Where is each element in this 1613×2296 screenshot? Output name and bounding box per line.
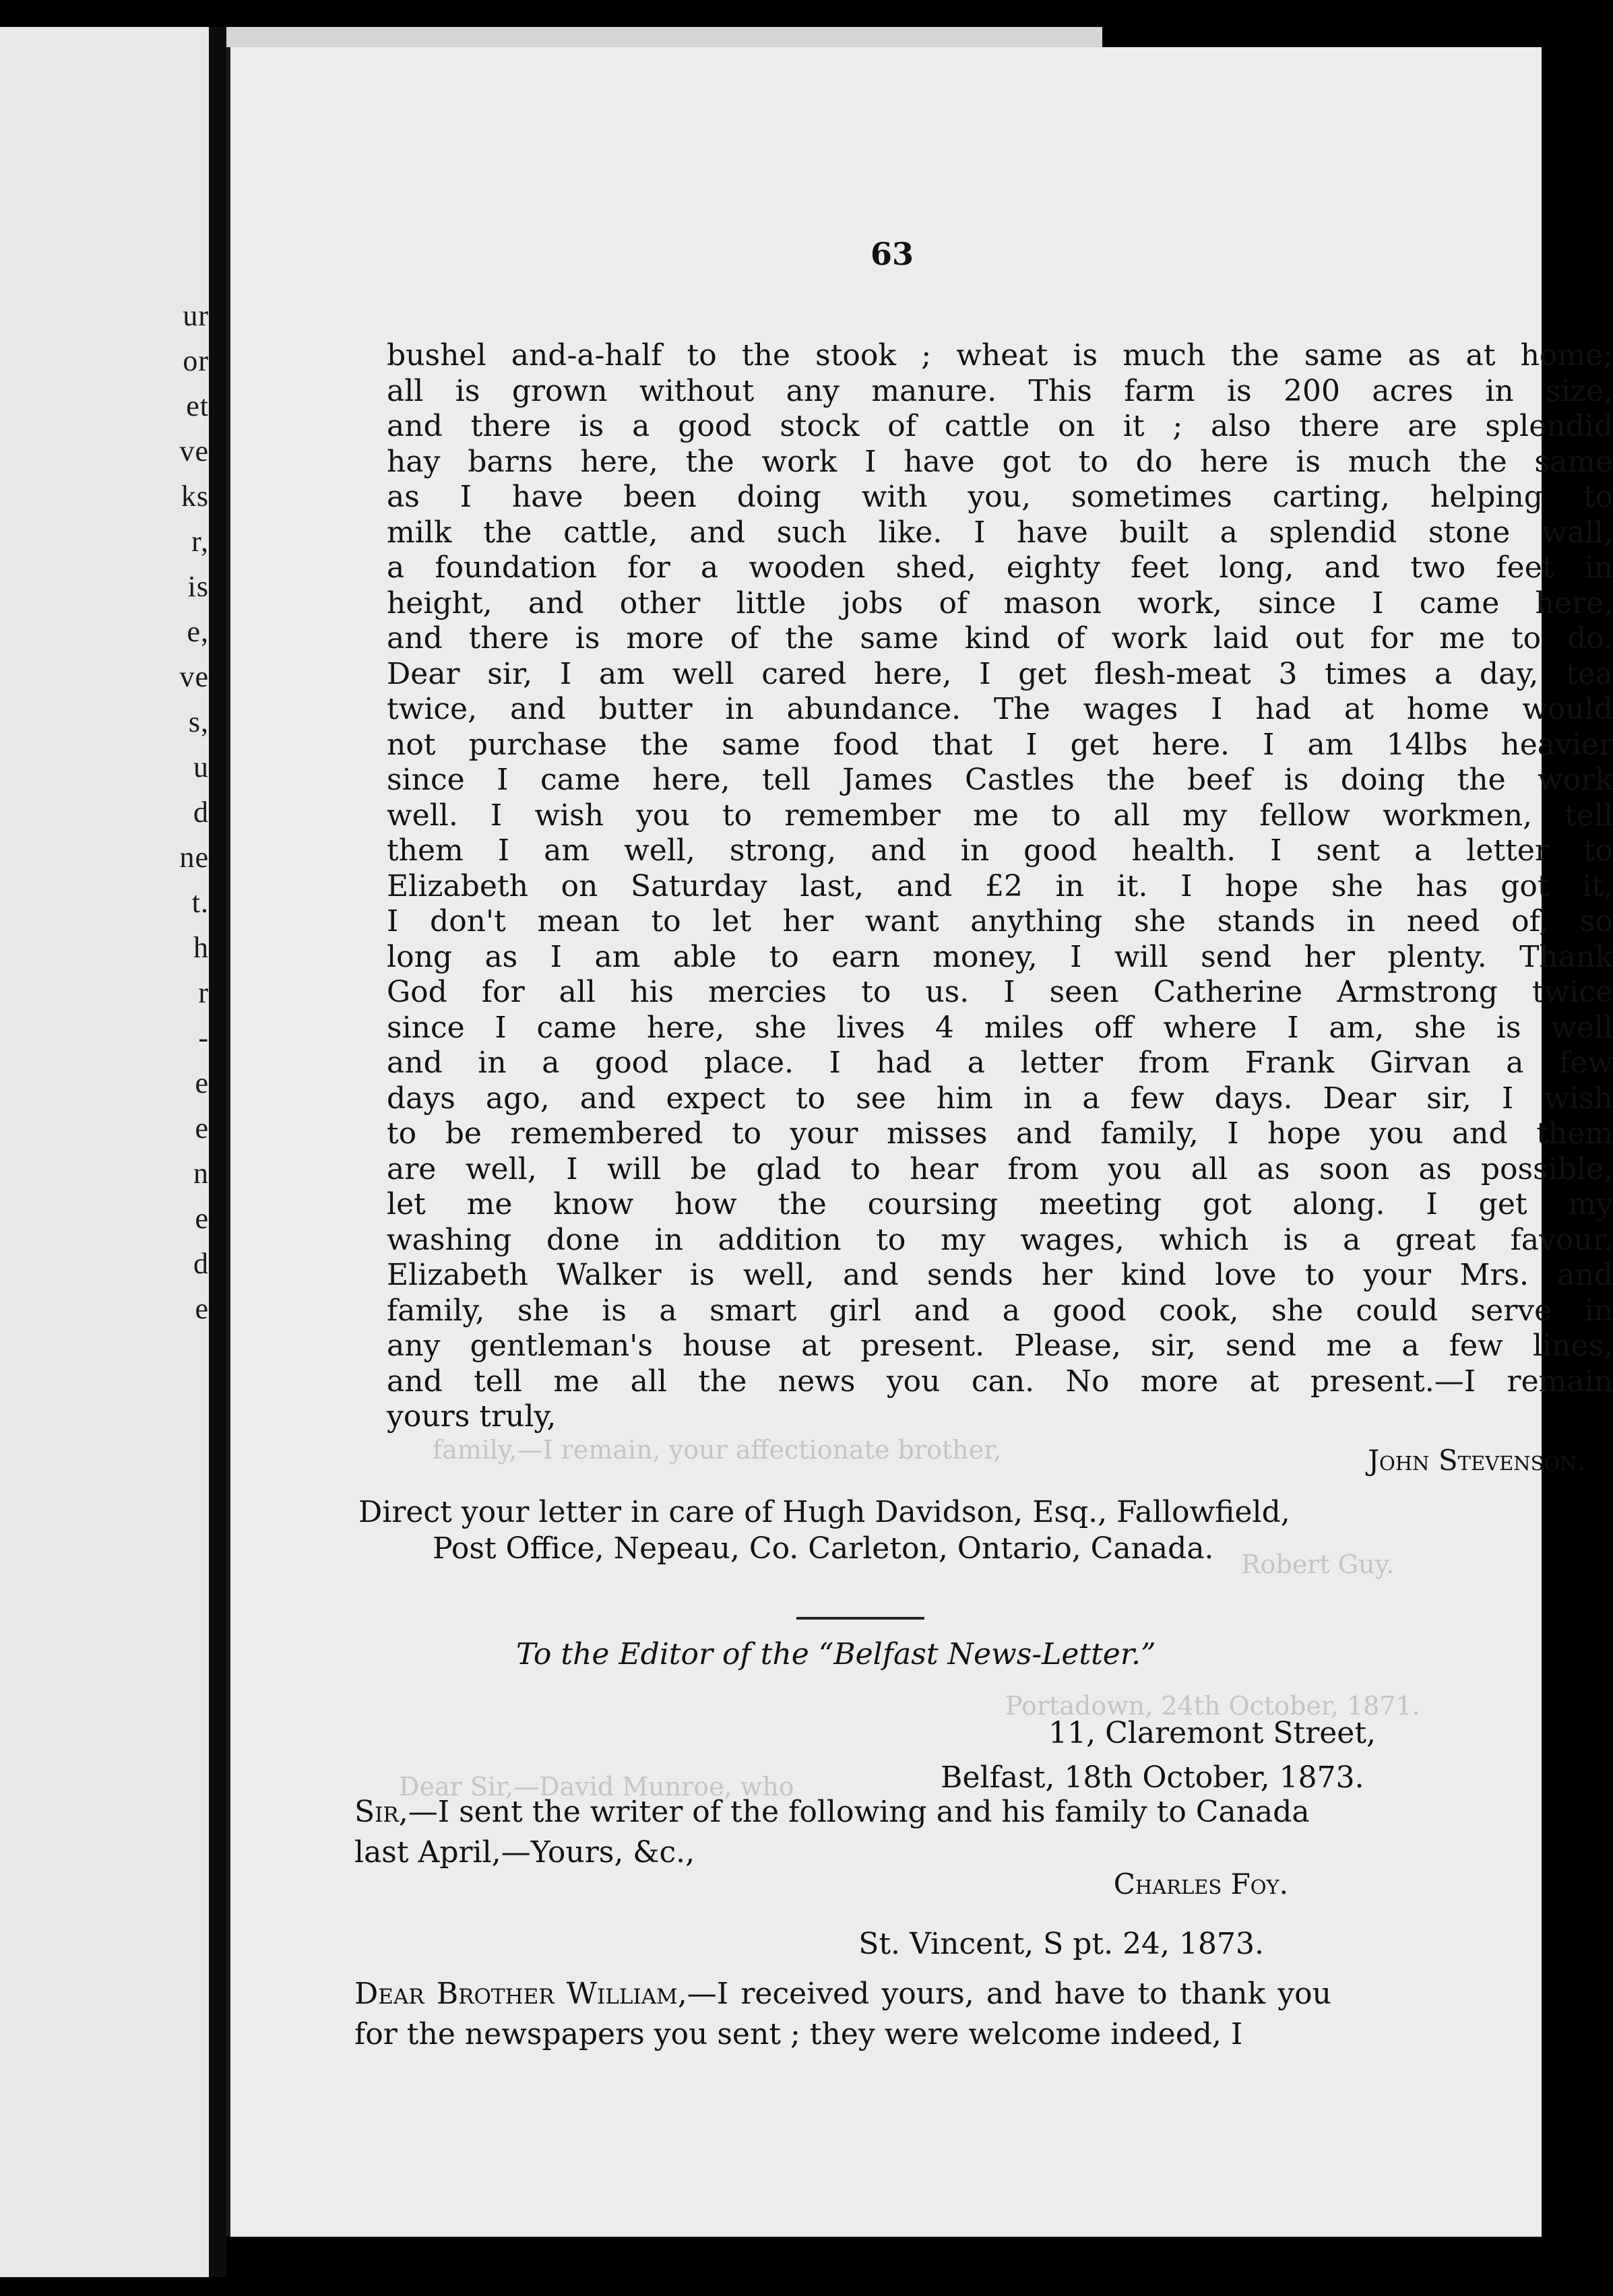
fragment: r, [191, 525, 209, 558]
fragment: d [193, 1247, 209, 1280]
fragment: is [187, 570, 209, 603]
text-line: well. I wish you to remember me to all my fellow workmen, tell [387, 798, 1613, 833]
text-line: Elizabeth Walker is well, and sends her kind love to your Mrs. and [387, 1258, 1613, 1292]
text-line: yours truly, [387, 1399, 557, 1434]
fragment: d [193, 796, 209, 829]
direction-line: Direct your letter in care of Hugh Davidson, Esq., Fallowfield, [358, 1495, 1290, 1529]
fragment: ve [179, 660, 209, 693]
fragment: e [195, 1292, 209, 1325]
left-page-text-fragments [156, 293, 209, 1331]
bleed-through-text: Robert Guy. [1241, 1550, 1395, 1579]
second-letter-opening [354, 1974, 1331, 2055]
second-letter-text: —I received yours, and have to thank you for the newspapers you sent ; they were welcome indeed, I [354, 1977, 1331, 2051]
salutation: Dear Brother William, [354, 1977, 687, 2011]
text-line: are well, I will be glad to hear from you all as soon as possible, [387, 1151, 1613, 1186]
fragment: s, [188, 705, 209, 738]
text-line: family, she is a smart girl and a good cook, she could serve in [387, 1293, 1613, 1328]
text-line: God for all his mercies to us. I seen Catherine Armstrong twice [387, 975, 1613, 1009]
fragment: e [195, 1112, 209, 1145]
text-line: since I came here, tell James Castles the beef is doing the work [387, 763, 1613, 797]
bleed-through-text: family,—I remain, your affectionate brother, [433, 1435, 1002, 1465]
text-line: to be remembered to your misses and family, I hope you and them [387, 1116, 1613, 1151]
text-line: and there is more of the same kind of work laid out for me to do. [387, 621, 1613, 656]
fragment: n [193, 1157, 209, 1190]
fragment: ur [183, 299, 209, 332]
editor-letter [354, 1792, 1331, 1873]
fragment: ks [181, 480, 209, 513]
fragment: et [186, 389, 209, 422]
page-number: 63 [871, 236, 914, 272]
text-line: and tell me all the news you can. No more at present.—I remain [387, 1364, 1613, 1399]
salutation: Sir, [354, 1795, 408, 1829]
text-line: height, and other little jobs of mason work, since I came here, [387, 585, 1613, 620]
editor-letter-text: —I sent the writer of the following and his family to Canada last April,—Yours, &c., [354, 1795, 1310, 1870]
text-line: a foundation for a wooden shed, eighty feet long, and two feet in [387, 550, 1613, 585]
text-line: long as I am able to earn money, I will send her plenty. Thank [387, 939, 1613, 974]
right-page [226, 47, 1613, 2237]
address-line: Belfast, 18th October, 1873. [941, 1760, 1364, 1795]
letter-place-date: St. Vincent, S pt. 24, 1873. [858, 1927, 1264, 1961]
text-line: as I have been doing with you, sometimes carting, helping to [387, 480, 1613, 514]
text-line: all is grown without any manure. This farm is 200 acres in size, [387, 373, 1613, 408]
direction-note [358, 1494, 1369, 1567]
text-line: bushel and-a-half to the stook ; wheat is much the same as at home; [387, 338, 1613, 373]
bleed-through-text: Portadown, 24th October, 1871. [1005, 1691, 1420, 1721]
address-line: 11, Claremont Street, [1048, 1716, 1376, 1750]
text-line: and there is a good stock of cattle on it ; also there are splendid [387, 409, 1613, 443]
text-line: washing done in addition to my wages, which is a great favour. [387, 1222, 1613, 1257]
text-line: twice, and butter in abundance. The wages I had at home would [387, 692, 1613, 726]
fragment: u [193, 751, 209, 784]
letter-body [387, 338, 1613, 1478]
left-page [0, 27, 209, 2277]
text-line: days ago, and expect to see him in a few days. Dear sir, I wish [387, 1081, 1613, 1116]
text-line: not purchase the same food that I get here. I am 14lbs heavier [387, 727, 1613, 762]
text-line: I don't mean to let her want anything she stands in need of, so [387, 904, 1613, 938]
sender-address [941, 1711, 1376, 1800]
text-line: them I am well, strong, and in good health. I sent a letter to [387, 833, 1613, 868]
fragment: t. [191, 886, 209, 919]
fragment: ve [179, 435, 209, 468]
fragment: h [193, 931, 209, 964]
fragment: ne [179, 841, 209, 874]
fragment: or [183, 344, 209, 377]
signature-john-stevenson: John Stevenson. [1368, 1443, 1586, 1477]
fragment: e [195, 1066, 209, 1099]
editor-heading: To the Editor of the “Belfast News-Letter.” [516, 1637, 1156, 1671]
fragment: r [198, 976, 209, 1009]
text-line: let me know how the coursing meeting got along. I get my [387, 1187, 1613, 1221]
text-line: any gentleman's house at present. Please, sir, send me a few lines, [387, 1329, 1613, 1363]
text-line: and in a good place. I had a letter from Frank Girvan a few [387, 1046, 1613, 1080]
page-top-strip [226, 27, 1102, 47]
text-line: Dear sir, I am well cared here, I get flesh-meat 3 times a day, tea [387, 656, 1613, 691]
fragment: - [198, 1021, 209, 1054]
text-line: since I came here, she lives 4 miles off where I am, she is well [387, 1010, 1613, 1045]
signature-charles-foy: Charles Foy. [1113, 1868, 1288, 1901]
book-gutter [209, 27, 226, 2277]
bleed-through-text: Dear Sir,—David Munroe, who [399, 1772, 794, 1801]
text-line: Elizabeth on Saturday last, and £2 in it. I hope she has got it, [387, 868, 1613, 903]
direction-line: Post Office, Nepeau, Co. Carleton, Ontario, Canada. [433, 1531, 1214, 1566]
text-line: milk the cattle, and such like. I have built a splendid stone wall, [387, 515, 1613, 550]
section-divider [796, 1617, 924, 1620]
text-line: hay barns here, the work I have got to do here is much the same [387, 444, 1613, 479]
fragment: e, [187, 615, 209, 648]
fragment: e [195, 1202, 209, 1235]
